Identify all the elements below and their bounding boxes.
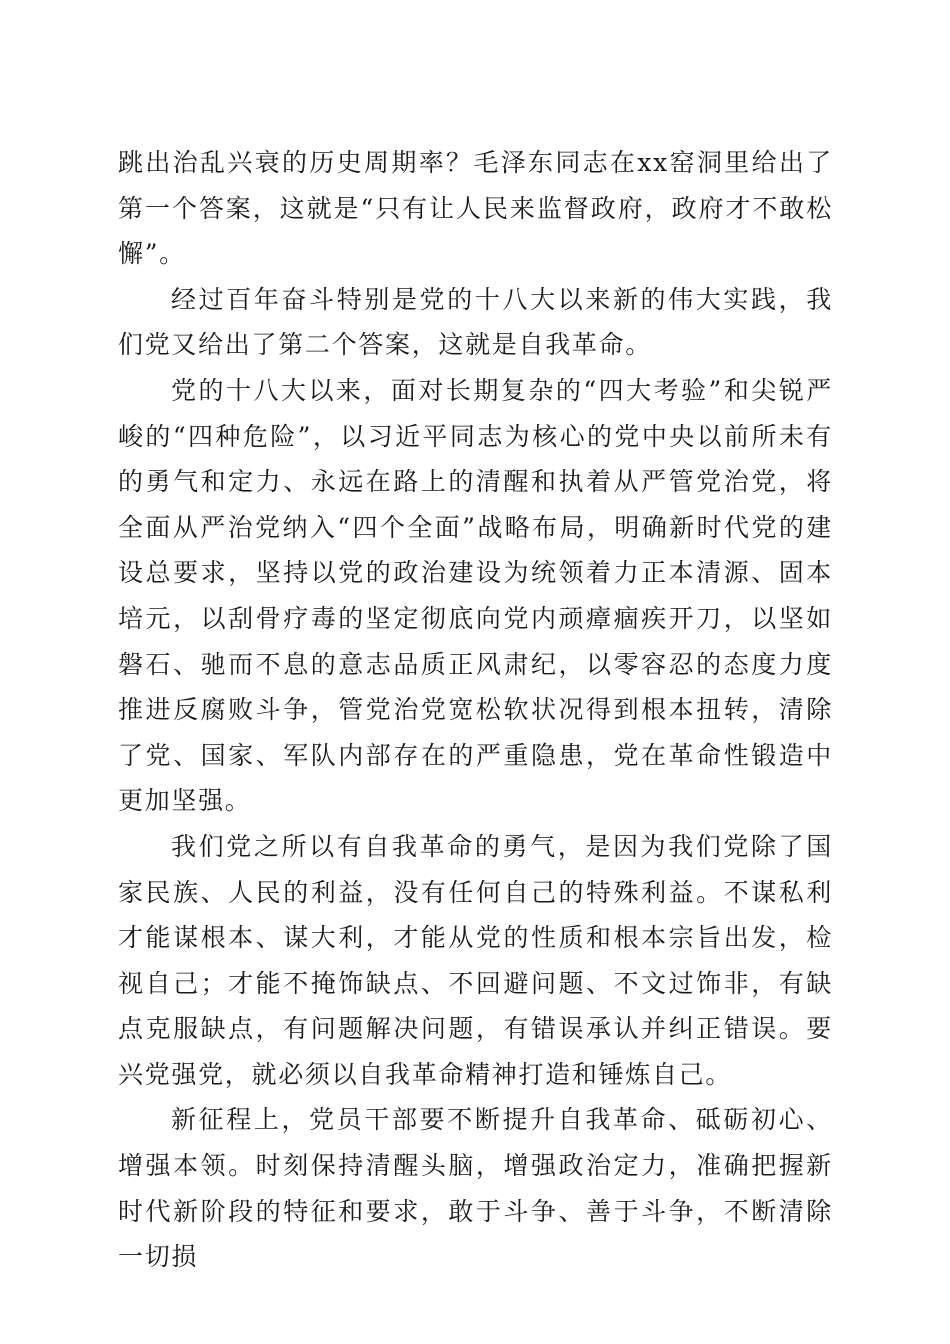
document-body bbox=[118, 140, 833, 1280]
paragraph-continuation: 跳出治乱兴衰的历史周期率？毛泽东同志在xx窑洞里给出了第一个答案，这就是“只有让人民来监督政府，政府才不敢松懈”。 bbox=[118, 148, 833, 269]
paragraph: 经过百年奋斗特别是党的十八大以来新的伟大实践，我们党又给出了第二个答案，这就是自我革命。 bbox=[118, 284, 833, 360]
paragraph: 党的十八大以来，面对长期复杂的“四大考验”和尖锐严峻的“四种危险”，以习近平同志为核心的党中央以前所未有的勇气和定力、永远在路上的清醒和执着从严管党治党，将全面从严治党纳入“四个全面”战略布局，明确新时代党的建设总要求，坚持以党的政治建设为统领着力正本清源、固本培元，以刮骨疗毒的坚定彻底向党内顽瘴痼疾开刀，以坚如磐石、驰而不息的意志品质正风肃纪，以零容忍的态度力度推进反腐败斗争，管党治党宽松软状况得到根本扭转，清除了党、国家、军队内部存在的严重隐患，党在革命性锻造中更加坚强。 bbox=[118, 375, 833, 816]
paragraph: 我们党之所以有自我革命的勇气，是因为我们党除了国家民族、人民的利益，没有任何自己的特殊利益。不谋私利才能谋根本、谋大利，才能从党的性质和根本宗旨出发，检视自己；才能不掩饰缺点、不回避问题、不文过饰非，有缺点克服缺点，有问题解决问题，有错误承认并纠正错误。要兴党强党，就必须以自我革命精神打造和锤炼自己。 bbox=[118, 831, 833, 1089]
paragraph: 新征程上，党员干部要不断提升自我革命、砥砺初心、增强本领。时刻保持清醒头脑，增强政治定力，准确把握新时代新阶段的特征和要求，敢于斗争、善于斗争，不断清除一切损 bbox=[118, 1105, 833, 1272]
